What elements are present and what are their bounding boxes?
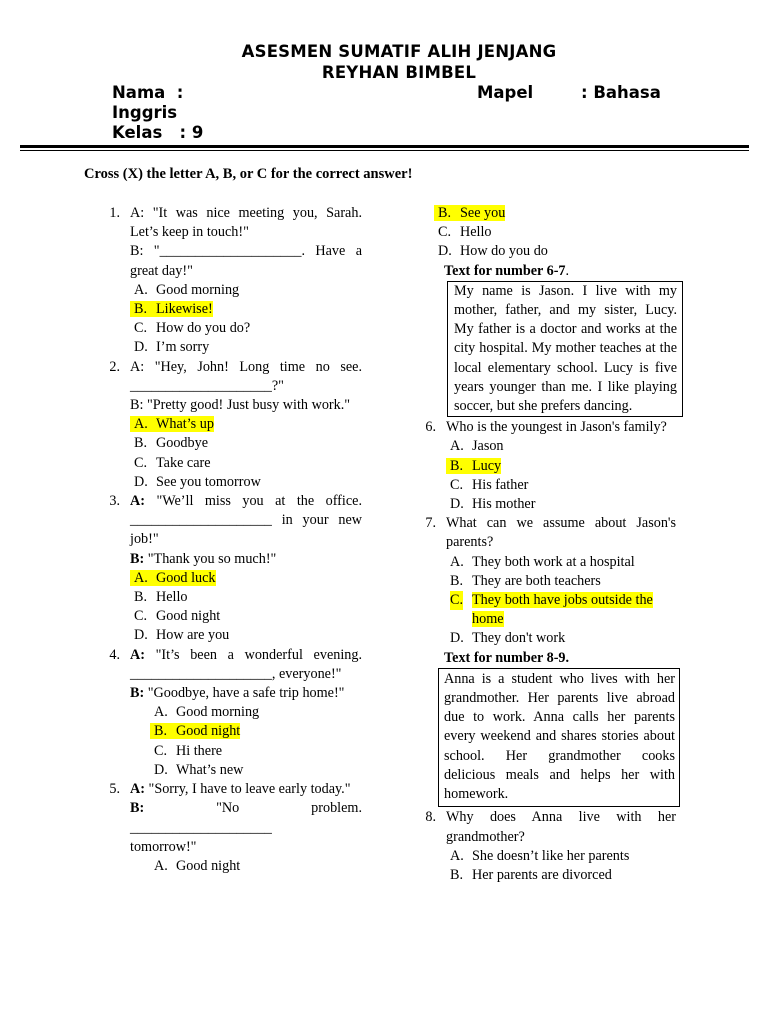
mapel-value: : Bahasa xyxy=(581,83,661,102)
question-number: 5. xyxy=(109,781,120,798)
question-6 xyxy=(414,418,676,514)
header-rule-thin xyxy=(20,150,749,151)
option-c[interactable]: C. They both have jobs outside the home xyxy=(450,592,653,628)
title-line-2: REYHAN BIMBEL xyxy=(321,63,477,82)
question-2 xyxy=(98,358,362,492)
option-b[interactable]: B. Goodbye xyxy=(134,435,209,452)
options-list xyxy=(130,415,362,492)
option-d[interactable]: D. How are you xyxy=(134,627,230,644)
question-stem: B: "____________________. Have a great day!" xyxy=(130,243,362,279)
option-a[interactable]: A. She doesn’t like her parents xyxy=(450,847,630,864)
question-number: 6. xyxy=(425,419,436,436)
question-number: 1. xyxy=(109,205,120,221)
question-stem: A: "It’s been a wonderful evening. ____________________, everyone!" xyxy=(130,646,363,682)
question-stem: B: "No problem. xyxy=(130,800,362,817)
options-list xyxy=(130,569,362,646)
text-heading-6-7: Text for number 6-7. xyxy=(444,262,570,279)
option-c[interactable]: C. Hello xyxy=(438,224,492,241)
options-list xyxy=(446,847,676,885)
question-number: 8. xyxy=(425,809,436,826)
option-c[interactable]: C. His father xyxy=(450,476,529,493)
options-list xyxy=(446,437,676,514)
left-column xyxy=(98,204,362,876)
text-heading-8-9: Text for number 8-9. xyxy=(444,649,570,666)
question-number: 4. xyxy=(109,646,120,663)
question-stem: B: "Pretty good! Just busy with work." xyxy=(130,397,351,414)
option-b[interactable]: B. They are both teachers xyxy=(450,572,601,589)
question-7 xyxy=(414,514,676,648)
option-b[interactable]: B. Hello xyxy=(134,589,188,606)
option-c[interactable]: C. Take care xyxy=(134,454,211,471)
options-list xyxy=(130,857,362,876)
option-b[interactable]: B. Likewise! xyxy=(130,300,362,319)
option-b[interactable]: B. See you xyxy=(414,204,676,223)
kelas-label: Kelas : 9 xyxy=(112,123,204,142)
options-list xyxy=(446,553,676,649)
title-line-1: ASESMEN SUMATIF ALIH JENJANG xyxy=(241,42,557,61)
question-stem: tomorrow!" xyxy=(130,838,197,855)
option-d[interactable]: D. See you tomorrow xyxy=(134,473,261,490)
question-number: 7. xyxy=(425,515,436,532)
option-c[interactable]: C. Good night xyxy=(134,608,221,625)
question-stem: A: "Sorry, I have to leave early today." xyxy=(130,781,351,798)
question-stem: B: "Thank you so much!" xyxy=(130,550,277,567)
question-5 xyxy=(98,780,362,876)
question-stem: Who is the youngest in Jason's family? xyxy=(446,419,667,436)
option-d[interactable]: D. I’m sorry xyxy=(134,339,210,356)
option-b[interactable]: B. Her parents are divorced xyxy=(450,866,612,883)
mapel-label: Mapel xyxy=(477,83,534,102)
q5-options-continued xyxy=(414,204,676,262)
options-list xyxy=(130,703,362,780)
option-a[interactable]: A. They both work at a hospital xyxy=(450,553,635,570)
question-8 xyxy=(414,808,676,885)
option-b[interactable]: B. Good night xyxy=(130,722,362,741)
header-rule-thick xyxy=(20,145,749,148)
options-list xyxy=(130,281,362,358)
option-a[interactable]: A. What’s up xyxy=(130,415,362,434)
question-stem: Why does Anna live with her grandmother? xyxy=(446,809,676,845)
option-c[interactable]: C. Hi there xyxy=(154,742,223,759)
mapel-value-continued: Inggris xyxy=(112,103,178,122)
option-a[interactable]: A. Good luck xyxy=(130,569,362,588)
question-stem: B: "Goodbye, have a safe trip home!" xyxy=(130,685,345,702)
nama-label: Nama : xyxy=(112,83,184,102)
option-d[interactable]: D. How do you do xyxy=(438,243,548,260)
option-a[interactable]: A. Good morning xyxy=(154,704,260,721)
option-a[interactable]: A. Good night xyxy=(154,857,241,874)
question-stem: A: "We’ll miss you at the office. ____________________ in your new job!" xyxy=(130,493,362,548)
option-a[interactable]: A. Jason xyxy=(450,438,504,455)
answer-blank: ____________________ xyxy=(130,819,272,836)
question-3 xyxy=(98,492,362,646)
question-1 xyxy=(98,204,362,358)
reading-text-8-9: Anna is a student who lives with her grandmother. Her parents live abroad due to work. Anna calls her parents every weekend and shares stories about school. Her grandmother cooks delicious meals and helps her with homework. xyxy=(438,668,680,807)
option-d[interactable]: D. What’s new xyxy=(154,761,244,778)
question-number: 2. xyxy=(109,358,120,375)
right-column xyxy=(414,204,676,885)
option-a[interactable]: A. Good morning xyxy=(134,281,240,298)
instruction: Cross (X) the letter A, B, or C for the correct answer! xyxy=(84,166,413,182)
reading-text-6-7: My name is Jason. I live with my mother, father, and my sister, Lucy. My father is a doctor and works at the city hospital. My mother teaches at the local elementary school. Lucy is five years younger than me. I like playing soccer, but she prefers dancing. xyxy=(447,281,683,417)
option-c[interactable]: C. How do you do? xyxy=(134,320,251,337)
option-d[interactable]: D. They don't work xyxy=(450,630,566,647)
question-stem: A: "It was nice meeting you, Sarah. Let’s keep in touch!" xyxy=(130,205,362,241)
question-stem: A: "Hey, John! Long time no see. ____________________?" xyxy=(130,358,362,394)
option-b[interactable]: B. Lucy xyxy=(446,457,676,476)
question-stem: What can we assume about Jason's parents? xyxy=(446,515,676,551)
option-d[interactable]: D. His mother xyxy=(450,496,536,513)
question-number: 3. xyxy=(109,493,120,510)
question-4 xyxy=(98,646,362,780)
